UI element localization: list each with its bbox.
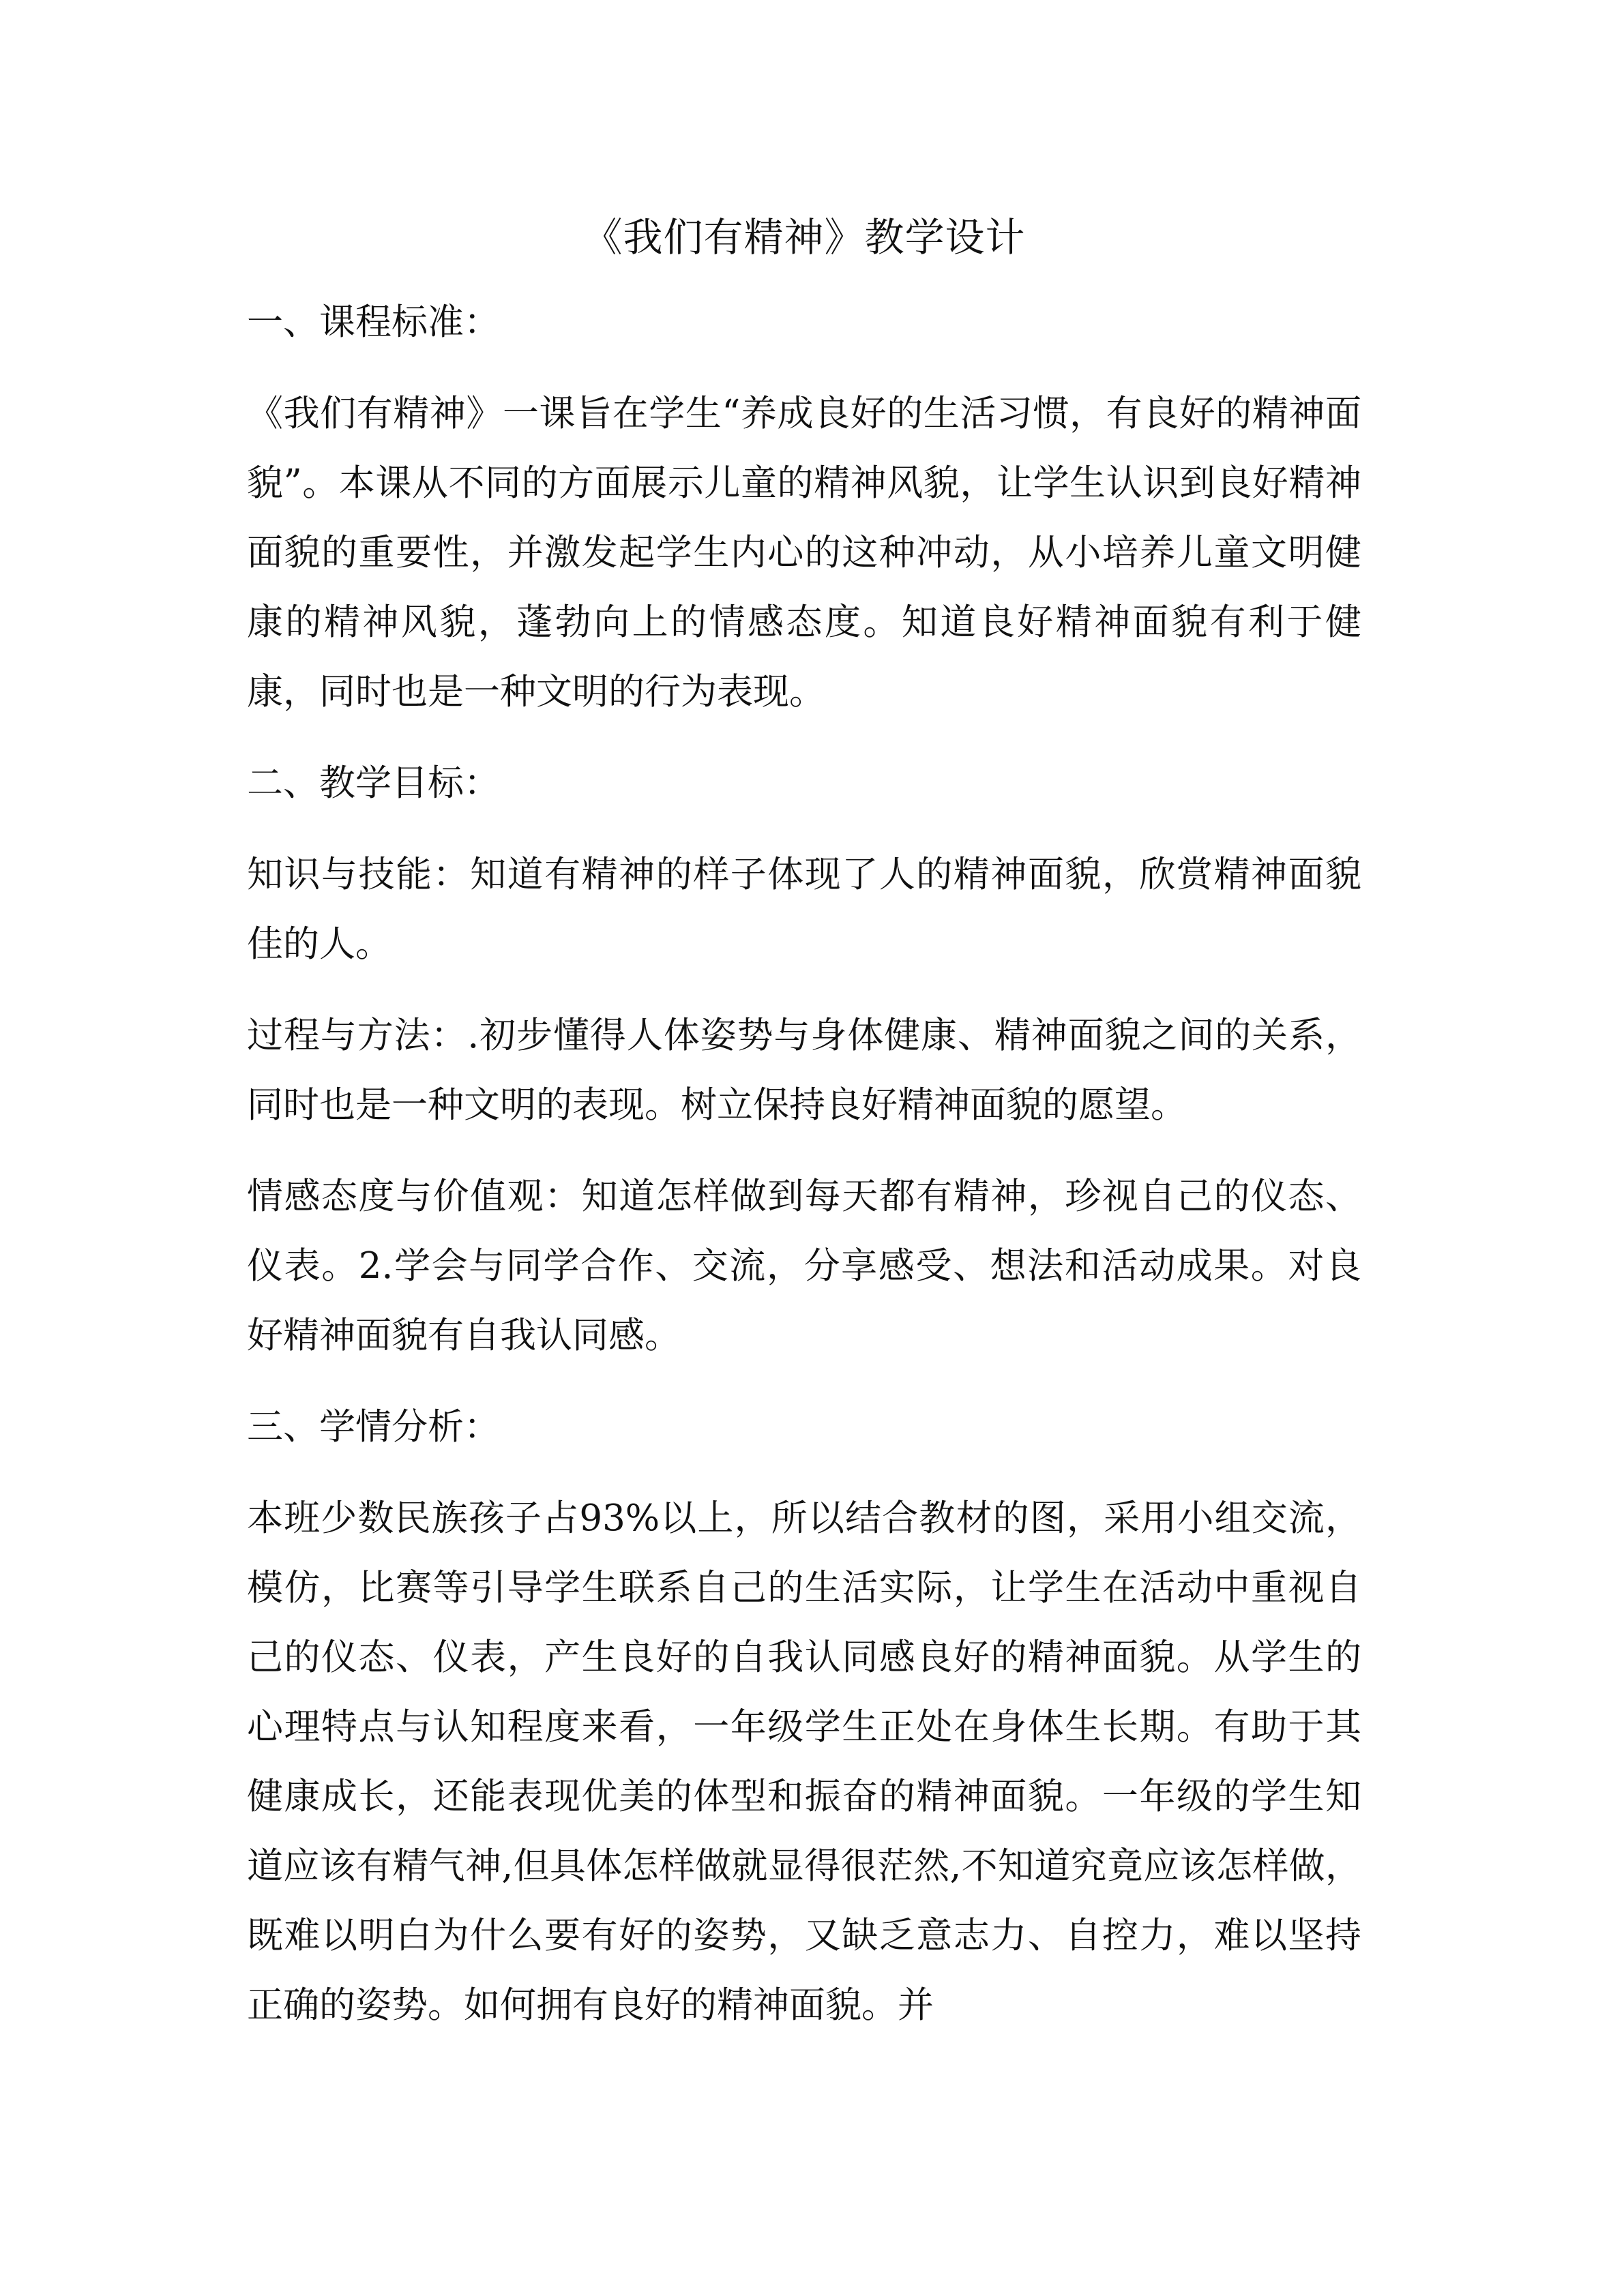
curriculum-standard-paragraph: 《我们有精神》一课旨在学生“养成良好的生活习惯，有良好的精神面貌”。本课从不同的方面展示儿童的精神风貌，让学生认识到良好精神面貌的重要性，并激发起学生内心的这种冲动，从小培养儿童文明健康的精神风貌，蓬勃向上的情感态度。知道良好精神面貌有利于健康，同时也是一种文明的行为表现。 bbox=[247, 393, 1361, 713]
section-heading-teaching-goals: 二、教学目标： bbox=[247, 762, 500, 804]
learner-analysis-paragraph: 本班少数民族孩子占93%以上，所以结合教材的图，采用小组交流，模仿，比赛等引导学生联系自己的生活实际，让学生在活动中重视自己的仪态、仪表，产生良好的自我认同感良好的精神面貌。从学生的心理特点与认知程度来看，一年级学生正处在身体生长期。有助于其健康成长，还能表现优美的体型和振奋的精神面貌。一年级的学生知道应该有精气神,但具体怎样做就显得很茫然,不知道究竟应该怎样做，既难以明白为什么要有好的姿势，又缺乏意志力、自控力，难以坚持正确的姿势。如何拥有良好的精神面貌。并 bbox=[247, 1497, 1361, 2026]
goal-emotion-values: 情感态度与价值观：知道怎样做到每天都有精神，珍视自己的仪态、仪表。2.学会与同学合作、交流，分享感受、想法和活动成果。对良好精神面貌有自我认同感。 bbox=[247, 1176, 1361, 1356]
section-heading-learner-analysis: 三、学情分析： bbox=[247, 1406, 500, 1448]
goal-knowledge-skills: 知识与技能：知道有精神的样子体现了人的精神面貌，欣赏精神面貌佳的人。 bbox=[247, 854, 1361, 965]
goal-process-methods: 过程与方法：.初步懂得人体姿势与身体健康、精神面貌之间的关系，同时也是一种文明的表现。树立保持良好精神面貌的愿望。 bbox=[247, 1015, 1361, 1126]
section-heading-curriculum-standard: 一、课程标准： bbox=[247, 301, 500, 343]
document-title: 《我们有精神》教学设计 bbox=[582, 214, 1026, 260]
document-page bbox=[247, 205, 1361, 2062]
